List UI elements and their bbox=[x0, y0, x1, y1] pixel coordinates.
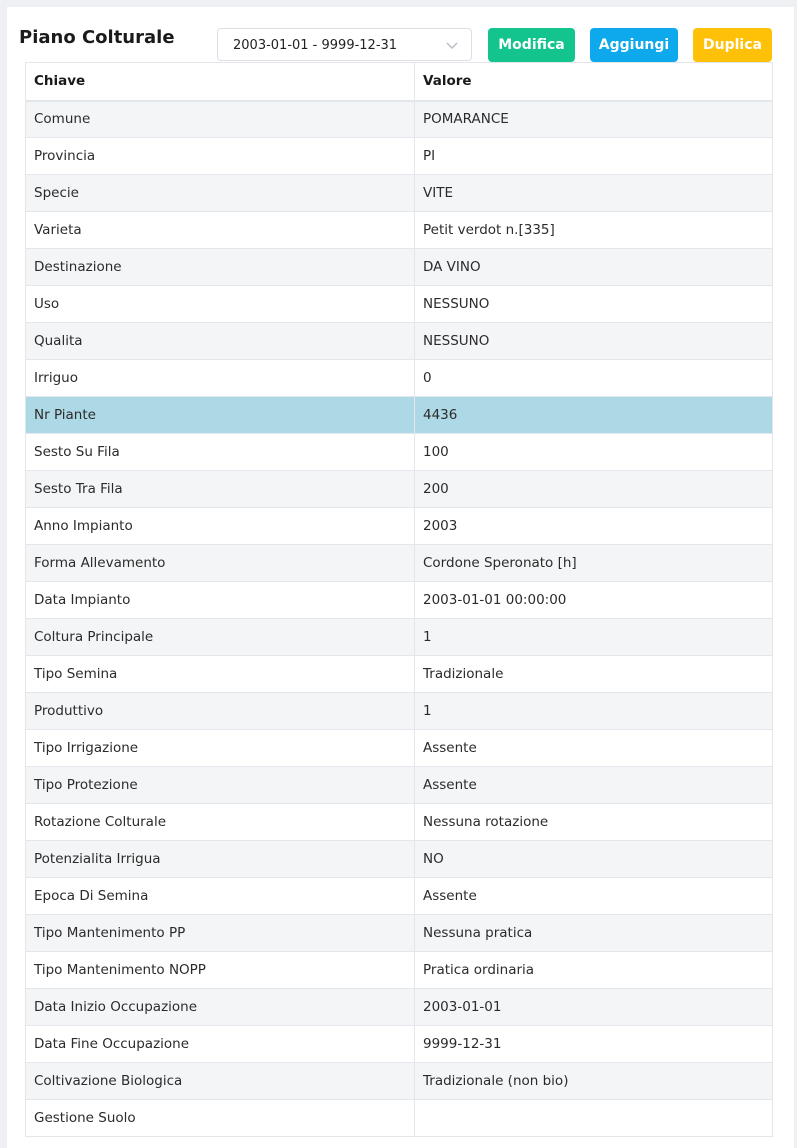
row-key: Data Inizio Occupazione bbox=[26, 989, 415, 1026]
column-header-key: Chiave bbox=[26, 63, 415, 101]
piano-colturale-panel bbox=[7, 7, 794, 1148]
table-row[interactable] bbox=[26, 175, 773, 212]
row-key: Varieta bbox=[26, 212, 415, 249]
table-row[interactable] bbox=[26, 804, 773, 841]
row-key: Tipo Mantenimento PP bbox=[26, 915, 415, 952]
row-value: 1 bbox=[415, 619, 773, 656]
row-value: 100 bbox=[415, 434, 773, 471]
row-value: NO bbox=[415, 841, 773, 878]
row-value: Nessuna rotazione bbox=[415, 804, 773, 841]
table-row[interactable] bbox=[26, 101, 773, 138]
row-key: Anno Impianto bbox=[26, 508, 415, 545]
period-select-value: 2003-01-01 - 9999-12-31 bbox=[233, 38, 398, 53]
row-value: NESSUNO bbox=[415, 286, 773, 323]
row-key: Produttivo bbox=[26, 693, 415, 730]
table-row[interactable] bbox=[26, 545, 773, 582]
row-value: Tradizionale bbox=[415, 656, 773, 693]
table-row[interactable] bbox=[26, 619, 773, 656]
row-key: Rotazione Colturale bbox=[26, 804, 415, 841]
row-value: Assente bbox=[415, 878, 773, 915]
table-row[interactable] bbox=[26, 878, 773, 915]
table-row[interactable] bbox=[26, 989, 773, 1026]
table-header-row bbox=[26, 63, 773, 101]
row-value: 9999-12-31 bbox=[415, 1026, 773, 1063]
row-key: Tipo Mantenimento NOPP bbox=[26, 952, 415, 989]
row-value: VITE bbox=[415, 175, 773, 212]
row-value: Pratica ordinaria bbox=[415, 952, 773, 989]
row-key: Tipo Irrigazione bbox=[26, 730, 415, 767]
row-value: PI bbox=[415, 138, 773, 175]
key-value-table bbox=[25, 62, 773, 1137]
table-row[interactable] bbox=[26, 656, 773, 693]
table-row[interactable] bbox=[26, 397, 773, 434]
row-value: NESSUNO bbox=[415, 323, 773, 360]
table-row[interactable] bbox=[26, 249, 773, 286]
row-value: DA VINO bbox=[415, 249, 773, 286]
row-key: Gestione Suolo bbox=[26, 1100, 415, 1137]
row-key: Sesto Su Fila bbox=[26, 434, 415, 471]
period-select[interactable] bbox=[217, 28, 472, 61]
row-key: Potenzialita Irrigua bbox=[26, 841, 415, 878]
row-value: Assente bbox=[415, 730, 773, 767]
table-row[interactable] bbox=[26, 508, 773, 545]
table-row[interactable] bbox=[26, 915, 773, 952]
table-row[interactable] bbox=[26, 138, 773, 175]
table-row[interactable] bbox=[26, 323, 773, 360]
table-row[interactable] bbox=[26, 952, 773, 989]
row-value: Tradizionale (non bio) bbox=[415, 1063, 773, 1100]
row-value: 4436 bbox=[415, 397, 773, 434]
row-key: Tipo Semina bbox=[26, 656, 415, 693]
row-value: 200 bbox=[415, 471, 773, 508]
table-row[interactable] bbox=[26, 767, 773, 804]
modify-button[interactable]: Modifica bbox=[488, 28, 575, 62]
row-key: Specie bbox=[26, 175, 415, 212]
row-key: Uso bbox=[26, 286, 415, 323]
row-value: Assente bbox=[415, 767, 773, 804]
row-value: 2003-01-01 00:00:00 bbox=[415, 582, 773, 619]
row-key: Qualita bbox=[26, 323, 415, 360]
chevron-down-icon bbox=[445, 38, 459, 52]
table-row[interactable] bbox=[26, 841, 773, 878]
row-key: Sesto Tra Fila bbox=[26, 471, 415, 508]
table-row[interactable] bbox=[26, 1026, 773, 1063]
row-key: Tipo Protezione bbox=[26, 767, 415, 804]
column-header-value: Valore bbox=[415, 63, 773, 101]
row-value: 2003 bbox=[415, 508, 773, 545]
row-value: Nessuna pratica bbox=[415, 915, 773, 952]
row-value: Cordone Speronato [h] bbox=[415, 545, 773, 582]
table-row[interactable] bbox=[26, 693, 773, 730]
row-value: Petit verdot n.[335] bbox=[415, 212, 773, 249]
row-key: Coltura Principale bbox=[26, 619, 415, 656]
row-key: Epoca Di Semina bbox=[26, 878, 415, 915]
table-row[interactable] bbox=[26, 1063, 773, 1100]
panel-title: Piano Colturale bbox=[19, 27, 175, 48]
table-row[interactable] bbox=[26, 434, 773, 471]
table-row[interactable] bbox=[26, 286, 773, 323]
table-row[interactable] bbox=[26, 730, 773, 767]
row-value: 1 bbox=[415, 693, 773, 730]
table-row[interactable] bbox=[26, 1100, 773, 1137]
table-body bbox=[26, 101, 773, 1137]
row-key: Provincia bbox=[26, 138, 415, 175]
row-key: Nr Piante bbox=[26, 397, 415, 434]
table-row[interactable] bbox=[26, 212, 773, 249]
row-key: Destinazione bbox=[26, 249, 415, 286]
table-row[interactable] bbox=[26, 582, 773, 619]
row-key: Comune bbox=[26, 101, 415, 138]
add-button[interactable]: Aggiungi bbox=[590, 28, 678, 62]
row-value bbox=[415, 1100, 773, 1137]
row-value: 2003-01-01 bbox=[415, 989, 773, 1026]
row-key: Irriguo bbox=[26, 360, 415, 397]
duplicate-button[interactable]: Duplica bbox=[693, 28, 772, 62]
row-key: Forma Allevamento bbox=[26, 545, 415, 582]
row-value: 0 bbox=[415, 360, 773, 397]
row-key: Coltivazione Biologica bbox=[26, 1063, 415, 1100]
row-value: POMARANCE bbox=[415, 101, 773, 138]
row-key: Data Impianto bbox=[26, 582, 415, 619]
table-row[interactable] bbox=[26, 471, 773, 508]
row-key: Data Fine Occupazione bbox=[26, 1026, 415, 1063]
table-row[interactable] bbox=[26, 360, 773, 397]
